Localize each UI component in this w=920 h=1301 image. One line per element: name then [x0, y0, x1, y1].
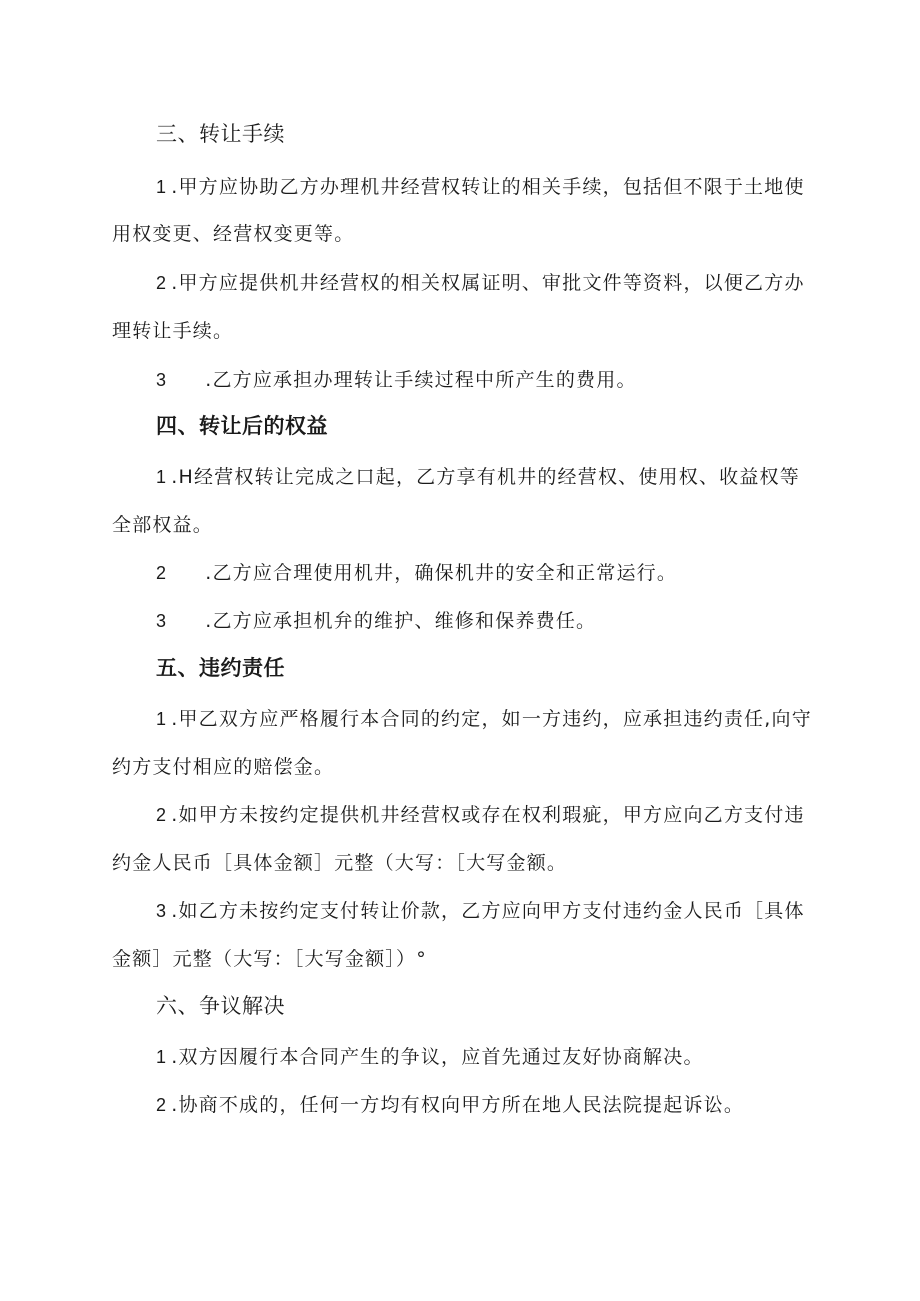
clause-4-2-line-1 — [156, 558, 677, 585]
clause-3-2-line-2: 理转让手续。 — [112, 320, 234, 342]
clause-text: .双方因履行本合同产生的争议，应首先通过友好协商解决。 — [171, 1046, 704, 1068]
clause-number: 1 — [156, 709, 168, 729]
clause-6-1-line-1 — [156, 1042, 704, 1069]
section-heading-breach-liability: 五、违约责任 — [156, 656, 285, 680]
clause-text: .如乙方未按约定支付转让价款，乙方应向甲方支付违约金人民币［具体 — [171, 900, 805, 922]
clause-text: .乙方应合理使用机井，确保机井的安全和正常运行。 — [205, 562, 678, 584]
clause-text: .协商不成的，任何一方均有权向甲方所在地人民法院提起诉讼。 — [171, 1094, 745, 1116]
section-heading-transfer-procedures: 三、转让手续 — [156, 122, 285, 146]
clause-4-3-line-1 — [156, 606, 596, 633]
clause-number: 1 — [156, 177, 168, 197]
clause-number: 2 — [156, 1095, 168, 1115]
clause-3-1-line-1 — [156, 172, 805, 199]
clause-6-2-line-1 — [156, 1090, 744, 1117]
clause-number: 3 — [156, 611, 168, 631]
clause-5-2-line-2: 约金人民币［具体金额］元整（大写：［大写金额。 — [112, 852, 568, 874]
clause-5-1-line-2: 约方支付相应的赔偿金。 — [112, 756, 335, 778]
clause-5-3-line-2: 金额］元整（大写：［大写金额］）° — [112, 948, 427, 970]
clause-text: .如甲方未按约定提供机井经营权或存在权利瑕疵，甲方应向乙方支付违 — [171, 804, 805, 826]
clause-4-1-line-1 — [156, 462, 800, 489]
clause-3-1-line-2: 用权变更、经营权变更等。 — [112, 223, 355, 245]
clause-text: .乙方应承担机弁的维护、维修和保养费任。 — [205, 610, 597, 632]
clause-text: .乙方应承担办理转让手续过程中所产生的费用。 — [205, 369, 637, 391]
clause-number: 3 — [156, 370, 168, 390]
clause-number: 3 — [156, 901, 168, 921]
clause-5-2-line-1 — [156, 800, 805, 827]
clause-number: 1 — [156, 467, 168, 487]
clause-number: 1 — [156, 1047, 168, 1067]
section-heading-dispute-resolution: 六、争议解决 — [156, 994, 285, 1018]
clause-text: .甲乙双方应严格履行本合同的约定，如一方违约，应承担违约责任,向守 — [171, 708, 812, 730]
clause-3-3-line-1 — [156, 365, 637, 392]
clause-text: .H经营权转让完成之口起，乙方享有机井的经营权、使用权、收益权等 — [171, 466, 800, 488]
clause-5-3-line-1 — [156, 896, 805, 923]
clause-number: 2 — [156, 273, 168, 293]
clause-text: .甲方应协助乙方办理机井经营权转让的相关手续，包括但不限于土地使 — [171, 176, 805, 198]
clause-number: 2 — [156, 805, 168, 825]
section-heading-post-transfer-rights: 四、转让后的权益 — [156, 414, 328, 438]
clause-number: 2 — [156, 563, 168, 583]
clause-5-1-line-1 — [156, 704, 812, 731]
clause-3-2-line-1 — [156, 268, 805, 295]
clause-text: .甲方应提供机井经营权的相关权属证明、审批文件等资料，以便乙方办 — [171, 272, 805, 294]
clause-4-1-line-2: 全部权益。 — [112, 514, 214, 536]
